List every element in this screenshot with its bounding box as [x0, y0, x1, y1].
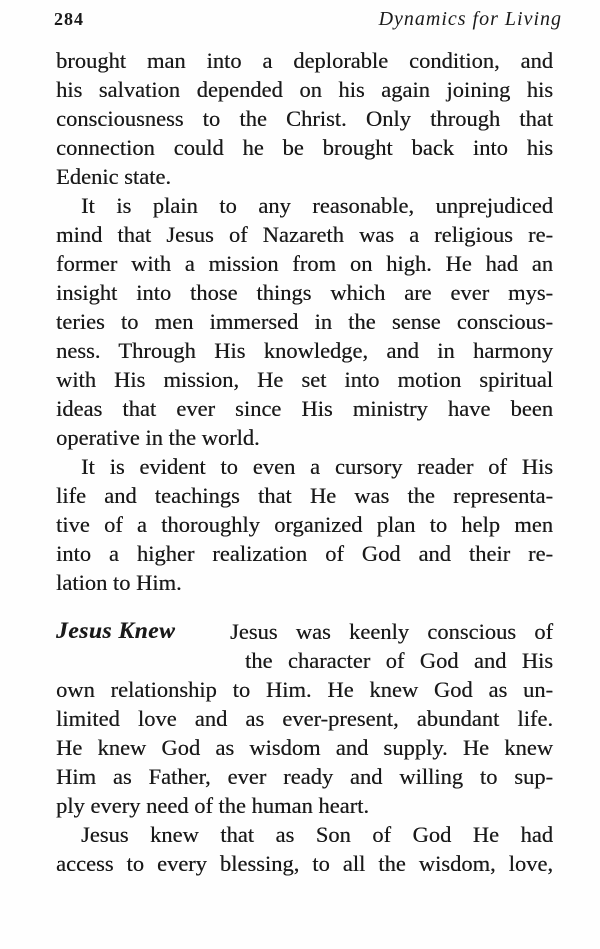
page-header	[0, 0, 600, 31]
text-line: ideas that ever since His ministry have been	[56, 396, 553, 421]
text-line: lation to Him.	[56, 570, 182, 595]
text-line: Jesus knew that as Son of God He had	[81, 822, 553, 847]
text-line: the character of God and His	[245, 648, 553, 673]
text-line: tive of a thoroughly organized plan to help men	[56, 512, 553, 537]
text-line: It is plain to any reasonable, unprejudiced	[81, 193, 553, 218]
text-line: operative in the world.	[56, 425, 260, 450]
text-line: his salvation depended on his again joining his	[56, 77, 553, 102]
text-line: insight into those things which are ever mys-	[56, 280, 553, 305]
body-text	[0, 46, 600, 878]
text-line: Him as Father, ever ready and willing to sup-	[56, 764, 553, 789]
text-line: with His mission, He set into motion spiritual	[56, 367, 553, 392]
text-line: Jesus was keenly conscious of	[230, 619, 553, 644]
section-heading: Jesus Knew	[56, 618, 176, 644]
text-line: own relationship to Him. He knew God as un-	[56, 677, 553, 702]
section-jesus-knew	[56, 617, 553, 878]
text-line: He knew God as wisdom and supply. He knew	[56, 735, 553, 760]
text-line: Edenic state.	[56, 164, 171, 189]
text-line: into a higher realization of God and their re-	[56, 541, 553, 566]
page-number: 284	[54, 9, 84, 29]
text-line: life and teachings that He was the representa-	[56, 483, 553, 508]
text-line: consciousness to the Christ. Only through that	[56, 106, 553, 131]
text-line: ply every need of the human heart.	[56, 793, 370, 818]
text-line: ness. Through His knowledge, and in harmony	[56, 338, 553, 363]
text-line: access to every blessing, to all the wisdom, love,	[56, 851, 553, 876]
text-line: limited love and as ever-present, abundant life.	[56, 706, 553, 731]
text-line: It is evident to even a cursory reader of His	[81, 454, 553, 479]
text-line: brought man into a deplorable condition, and	[56, 48, 553, 73]
text-line: teries to men immersed in the sense conscious-	[56, 309, 553, 334]
text-line: former with a mission from on high. He had an	[56, 251, 553, 276]
text-line: connection could he be brought back into his	[56, 135, 553, 160]
running-head: Dynamics for Living	[378, 8, 562, 30]
text-line: mind that Jesus of Nazareth was a religious re-	[56, 222, 553, 247]
